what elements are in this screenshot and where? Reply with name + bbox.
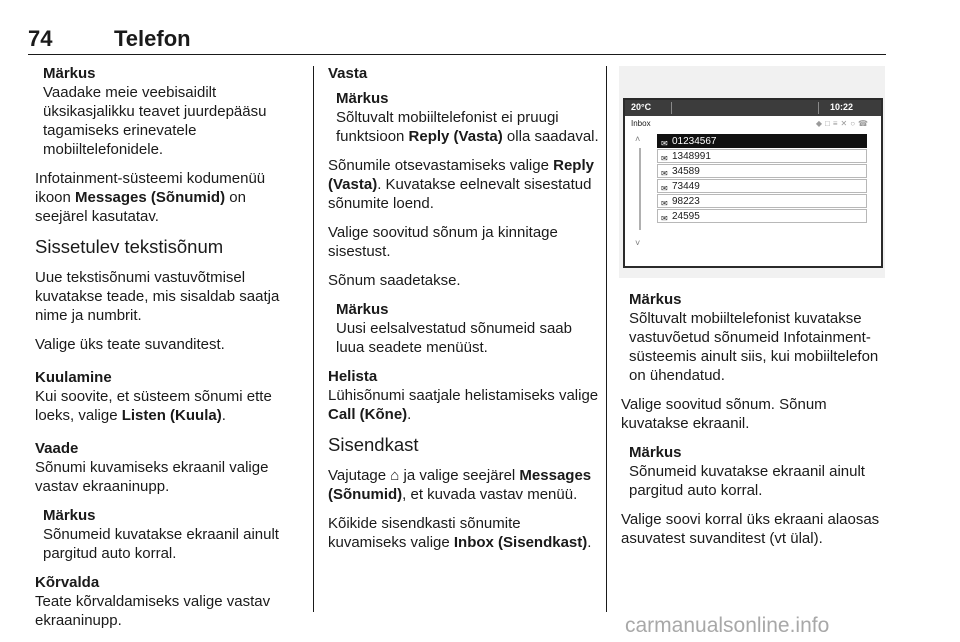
column-3 bbox=[621, 290, 889, 558]
home-icon: ⌂ bbox=[390, 467, 400, 484]
paragraph: Valige soovitud sõnum. Sõnum kuvatakse ekraanil. bbox=[621, 396, 827, 432]
note-text: Vaadake meie veebisaidilt üksikasjalikku teavet juurdepääsu tagamiseks erinevatele mobiiltelefonidele. bbox=[43, 84, 267, 158]
paragraph: Infotainment-süsteemi kodumenüü ikoon Messages (Sõnumid) on seejärel kasutatav. bbox=[35, 170, 266, 225]
clock: 10:22 bbox=[829, 102, 853, 112]
paragraph: Valige soovi korral üks ekraani alaosas asuvatest suvanditest (vt ülal). bbox=[621, 511, 880, 547]
column-2 bbox=[328, 64, 600, 562]
option-title: Vaade bbox=[35, 440, 79, 457]
chapter-title: Telefon bbox=[114, 26, 191, 51]
infotainment-screen bbox=[623, 98, 883, 268]
menu-term: Messages (Sõnumid) bbox=[75, 189, 226, 206]
note-title: Märkus bbox=[629, 291, 682, 308]
envelope-icon: ✉ bbox=[661, 184, 668, 193]
option-reject: Kõrvalda Teate kõrvaldamiseks valige vastav ekraaninupp. bbox=[35, 573, 300, 630]
note-title: Märkus bbox=[43, 65, 96, 82]
paragraph: Kõikide sisendkasti sõnumite kuvamiseks valige Inbox (Sisendkast). bbox=[328, 515, 592, 551]
note-box bbox=[629, 443, 889, 500]
option-call: Helista Lühisõnumi saatjale helistamiseks valige Call (Kõne). bbox=[328, 368, 599, 423]
chevron-down-icon[interactable]: ˅ bbox=[635, 238, 641, 248]
option-view: Vaade Sõnumi kuvamiseks ekraanil valige vastav ekraaninupp. bbox=[35, 439, 300, 496]
option-listen: Kuulamine Kui soovite, et süsteem sõnumi ette loeks, valige Listen (Kuula). bbox=[35, 368, 300, 425]
list-item[interactable]: ✉ 98223 bbox=[657, 194, 867, 208]
note-box bbox=[336, 300, 600, 357]
envelope-icon: ✉ bbox=[661, 139, 668, 148]
column-divider bbox=[313, 66, 314, 612]
note-box bbox=[43, 64, 300, 159]
list-item[interactable]: ✉ 1348991 bbox=[657, 149, 867, 163]
envelope-icon: ✉ bbox=[661, 199, 668, 208]
divider bbox=[818, 102, 819, 114]
envelope-icon: ✉ bbox=[661, 154, 668, 163]
list-item[interactable]: ✉ 24595 bbox=[657, 209, 867, 223]
note-title: Märkus bbox=[43, 507, 96, 524]
status-bar bbox=[625, 100, 881, 116]
scroll-track[interactable] bbox=[639, 148, 641, 230]
option-reply-title: Vasta bbox=[328, 65, 368, 82]
list-item[interactable]: ✉ 01234567 bbox=[657, 134, 867, 148]
page-number: 74 bbox=[28, 26, 53, 51]
page-header bbox=[28, 24, 886, 55]
paragraph: Sõnum saadetakse. bbox=[328, 272, 461, 289]
scrollbar[interactable] bbox=[633, 134, 647, 254]
note-box bbox=[43, 506, 300, 563]
note-text: Sõnumeid kuvatakse ekraanil ainult pargitud auto korral. bbox=[43, 526, 279, 562]
paragraph: Vajutage ⌂ ja valige seejärel Messages (Sõnumid), et kuvada vastav menüü. bbox=[328, 467, 592, 503]
note-text: Sõltuvalt mobiiltelefonist kuvatakse vastuvõetud sõnumeid Infotainment-süsteemis ainult siis, kui mobiiltelefon on ühendatud. bbox=[629, 310, 879, 384]
paragraph: Valige üks teate suvanditest. bbox=[35, 336, 225, 353]
section-heading-incoming: Sissetulev tekstisõnum bbox=[35, 236, 224, 257]
phone-status-icons: ◆□≡✕○☎ bbox=[815, 119, 871, 128]
temperature: 20°C bbox=[631, 102, 652, 112]
envelope-icon: ✉ bbox=[661, 214, 668, 223]
option-title: Helista bbox=[328, 368, 378, 385]
paragraph: Sõnumile otsevastamiseks valige Reply (Vasta). Kuvatakse eelnevalt sisestatud sõnumite loend. bbox=[328, 157, 594, 212]
divider bbox=[671, 102, 672, 114]
note-box bbox=[629, 290, 889, 385]
note-title: Märkus bbox=[336, 90, 389, 107]
list-item[interactable]: ✉ 34589 bbox=[657, 164, 867, 178]
column-divider bbox=[606, 66, 607, 612]
note-title: Märkus bbox=[629, 444, 682, 461]
note-text: Sõnumeid kuvatakse ekraanil ainult pargitud auto korral. bbox=[629, 463, 865, 499]
envelope-icon: ✉ bbox=[661, 169, 668, 178]
list-item[interactable]: ✉ 73449 bbox=[657, 179, 867, 193]
note-title: Märkus bbox=[336, 301, 389, 318]
section-heading-inbox: Sisendkast bbox=[328, 434, 419, 455]
column-1 bbox=[35, 64, 300, 640]
paragraph: Valige soovitud sõnum ja kinnitage sisestust. bbox=[328, 224, 558, 260]
watermark: carmanualsonline.info bbox=[625, 614, 830, 637]
inbox-screenshot-figure bbox=[619, 66, 885, 278]
note-box: Märkus Sõltuvalt mobiiltelefonist ei pruugi funktsioon Reply (Vasta) olla saadaval. bbox=[336, 90, 599, 145]
chevron-up-icon[interactable]: ˄ bbox=[635, 134, 641, 144]
inbox-title: Inbox bbox=[631, 119, 651, 128]
option-title: Kõrvalda bbox=[35, 574, 100, 591]
note-text: Uusi eelsalvestatud sõnumeid saab luua seadete menüüst. bbox=[336, 320, 572, 356]
message-list bbox=[657, 134, 867, 224]
option-title: Kuulamine bbox=[35, 369, 112, 386]
paragraph: Uue tekstisõnumi vastuvõtmisel kuvatakse teade, mis sisaldab saatja nime ja numbrit. bbox=[35, 269, 280, 324]
